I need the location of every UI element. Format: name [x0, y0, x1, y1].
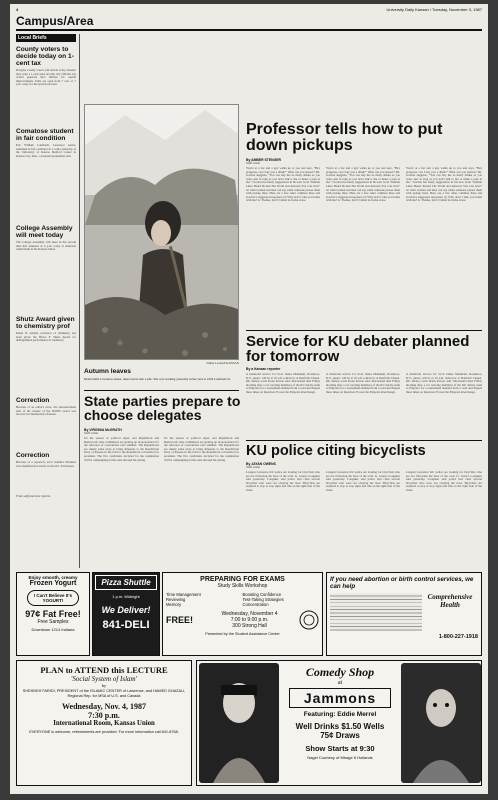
- lead-body-col-1: You're at a bar and a guy walks up to you and says, "Hey gorgeous, can I buy you a drink?" What can you answer? Mr. Gordon suggests, "You can buy me as many drinks as you want, just as long as you don't talk to me or make a pass at me." Gordon has many suggestions in his new book "Infinite Lines Heard 'Round The World and Answers You Can Give" on what women and men can say when someone passes them with pickup lines. Here are a few other common lines and Gordon's suggested responses: Q: Why don't I take you home with me? A: Thanks, but I'd rather be home alone.: [246, 167, 320, 203]
- lecture-date: Wednesday, Nov. 4, 1987: [61, 702, 146, 712]
- brief-title: County voters to decide today on 1-cent tax: [16, 46, 74, 67]
- exams-title: PREPARING FOR EXAMS: [200, 576, 285, 583]
- photo-caption-title: Autumn leaves: [84, 368, 131, 375]
- photo-credit: Janine Leonard/KANSAN: [206, 361, 239, 365]
- section-title: Campus/Area: [16, 14, 94, 28]
- lecture-footer: EVERYONE is welcome, refreshments are provided. For more information call 841-8768.: [29, 730, 179, 735]
- comedy-shop-ad: [196, 660, 482, 786]
- running-head: University Daily Kansan / Tuesday, November 3, 1987: [386, 7, 482, 12]
- cycling-body-col-1: Longest Lawrence KU police are looking for bicyclists who are not following the laws of the road. Lt. Jessica Longaker said yesterday. Longaker said police had cited several bicyclists who were not obeying the laws. Bicyclists are required to stop at stop signs and ride on the right side of the street.: [246, 471, 320, 492]
- brief-item: [16, 128, 76, 220]
- lecture-time: 7:30 p.m.: [88, 711, 120, 721]
- exams-topic: Time Management: [166, 592, 201, 597]
- brief-title: College Assembly will meet today: [16, 225, 73, 239]
- yogurt-address: Downtown 1214 Indiana: [31, 627, 75, 632]
- abortion-text-block: [330, 593, 422, 631]
- service-body-col-1: A memorial service for Scott James Markham, Rossmoor, N.Y., junior, will be at 10 a.m. tomorrow at Danforth Chapel. KU debate coach Donn Parson said. Macdonald died Friday morning after a car carrying members of the KU debate team to Emporia for a tournament skidded from a road and flipped three times on Interstate 35 near the Emporia interchange.: [246, 373, 320, 394]
- comedy-drinks: Well Drinks $1.50 Wells: [295, 722, 385, 731]
- lecture-line2: 'Social System of Islam': [70, 675, 138, 683]
- exams-free: FREE!: [166, 615, 193, 625]
- exams-when-block: [200, 611, 299, 629]
- exams-topic: Test-Taking Strategies: [242, 597, 284, 602]
- pizza-phone: 841-DELI: [102, 619, 150, 631]
- pizza-line: We Deliver!: [101, 605, 151, 615]
- comedy-at: at: [337, 680, 343, 686]
- lecture-place: International Room, Kansas Union: [53, 720, 155, 728]
- yogurt-line1: Enjoy smooth, creamy: [28, 575, 78, 580]
- lecture-line1: PLAN to ATTEND this LECTURE: [40, 665, 168, 675]
- cycling-byline: By JAYAN OWENS: [246, 462, 276, 466]
- exams-workshop-ad: [162, 572, 323, 656]
- exams-when: Wednesday, November 4: [221, 611, 278, 617]
- comedian-photo-left: [199, 663, 279, 783]
- brief-title: Shutz Award given to chemistry prof: [16, 316, 75, 330]
- newspaper-page: [10, 4, 488, 794]
- comedian-photo-right: [401, 663, 481, 783]
- pizza-brand: Pizza Shuttle: [95, 575, 157, 590]
- islam-lecture-ad: [16, 660, 192, 786]
- exams-topics-right: [243, 592, 320, 607]
- photo-image: [85, 105, 239, 360]
- comedy-draws: 75¢ Draws: [320, 731, 360, 740]
- abortion-services-ad: [326, 572, 482, 656]
- comedy-address: Nagel Courtesy of Mirage 6 Hollands: [307, 755, 373, 760]
- abortion-headline: If you need abortion or birth control services, we can help: [330, 576, 474, 590]
- parties-byline-role: Staff writer: [84, 431, 99, 435]
- lecture-speakers: SHEHDEH FARIDI, PRESIDENT of the ISLAMIC CENTER of Lawrence, and HAMED GHAZALI, Regional Rep. for MSA of U.S. and Canada: [22, 689, 186, 698]
- exams-sponsor: Presented by the Student Assistance Center: [205, 632, 280, 636]
- brief-title: Comatose student in fair condition: [16, 128, 74, 142]
- local-briefs-column: [16, 34, 76, 568]
- abortion-logo: Comprehensive Health: [427, 593, 473, 609]
- parties-rule: [84, 390, 239, 391]
- frozen-yogurt-ad: [16, 572, 90, 656]
- exams-time: 7:00 to 9:00 p.m.: [230, 617, 269, 623]
- cycling-byline-role: Staff writer: [246, 465, 261, 469]
- yogurt-logo: I Can't Believe It's YOGURT!: [27, 590, 79, 606]
- lead-headline: Professor tells how to put down pickups: [246, 121, 443, 155]
- brief-body: Because of a reporter's error Jennifer Hawkins was identified incorrectly in the Oct. 30 Kansan.: [16, 461, 76, 468]
- comedy-brand: Jammons: [289, 688, 391, 708]
- brief-item: [16, 452, 76, 491]
- exams-topics-left: [166, 592, 243, 607]
- brief-body: Ralph N. Adams, professor of chemistry, has been given the Bruce F. Shutz Award for distinguished performance in chemistry.: [16, 332, 76, 343]
- parties-body-col-1: It's the season of political rapes, and Republican and Democratic state committees are gearing up in preparation for the selection of conventions next summer. The Republicans are taking some steps to bring delegates to the Republican Party of Kansas in the fall for the Republican convention for president. The five candidates declared for the nomination will be campaigning in the state through the spring.: [84, 437, 159, 462]
- brief-item: [16, 46, 76, 123]
- cycling-body-col-3: Longest Lawrence KU police are looking for bicyclists who are not following the laws of the road. Lt. Jessica Longaker said yesterday. Longaker said police had cited several bicyclists who were not obeying the laws. Bicyclists are required to stop at stop signs and ride on the right side of the street.: [406, 471, 482, 492]
- comedian-figure: [401, 663, 481, 783]
- page-number: 4: [16, 7, 19, 12]
- brief-body: Because of an editor's error, the announcement date of the winner of the NOMS award was incorrect in Wednesday's Kansan.: [16, 406, 76, 417]
- lecture-line3: by: [101, 683, 107, 688]
- service-body-col-2: A memorial service for Scott James Markham, Rossmoor, N.Y., junior, will be at 10 a.m. tomorrow at Danforth Chapel. KU debate coach Donn Parson said. Macdonald died Friday morning after a car carrying members of the KU debate team to Emporia for a tournament skidded from a road and flipped three times on Interstate 35 near the Emporia interchange.: [326, 373, 400, 394]
- service-body-col-3: A memorial service for Scott James Markham, Rossmoor, N.Y., junior, will be at 10 a.m. tomorrow at Danforth Chapel. KU debate coach Donn Parson said. Macdonald died Friday morning after a car carrying members of the KU debate team to Emporia for a tournament skidded from a road and flipped three times on Interstate 35 near the Emporia interchange.: [406, 373, 482, 394]
- column-divider: [79, 34, 80, 568]
- brief-item: [16, 397, 76, 448]
- comedy-text-block: [281, 665, 399, 760]
- brief-title: Correction: [16, 452, 50, 459]
- parties-byline: By VIRGINIA McGRATH: [84, 428, 122, 432]
- yogurt-line2: Frozen Yogurt: [29, 580, 77, 587]
- comedian-figure: [199, 663, 279, 783]
- service-byline: By a Kansan reporter: [246, 367, 281, 371]
- yogurt-sub: Free Samples: [37, 619, 69, 625]
- lead-body-col-3: You're at a bar and a guy walks up to you and says, "Hey gorgeous, can I buy you a drink?" What can you answer? Mr. Gordon suggests, "You can buy me as many drinks as you want, just as long as you don't talk to me or make a pass at me." Gordon has many suggestions in his new book "Infinite Lines Heard 'Round The World and Answers You Can Give" on what women and men can say when someone passes them with pickup lines. Here are a few other common lines and Gordon's suggested responses: Q: Why don't I take you home with me? A: Thanks, but I'd rather be home alone.: [406, 167, 482, 203]
- exams-subtitle: Study Skills Workshop: [217, 583, 268, 589]
- brief-body: Eric William Lombardi, Lawrence senior, remained in fair condition in a coma yesterday at the University of Kansas Medical Center in Kansas City, Kan., a hospital spokesman said.: [16, 144, 76, 158]
- pizza-shuttle-ad: [92, 572, 160, 656]
- brief-item: [16, 316, 76, 392]
- brief-item: [16, 225, 76, 311]
- exams-topic: Concentration: [242, 602, 269, 607]
- cycling-body-col-2: Longest Lawrence KU police are looking for bicyclists who are not following the laws of the road. Lt. Jessica Longaker said yesterday. Longaker said police had cited several bicyclists who were not obeying the laws. Bicyclists are required to stop at stop signs and ride on the right side of the street.: [326, 471, 400, 492]
- seal-icon: [299, 610, 319, 630]
- exams-topic: Memory: [166, 602, 182, 607]
- service-headline: Service for KU debater planned for tomorrow: [246, 333, 470, 366]
- pizza-hours: 1 p.m. Midnight: [112, 594, 140, 599]
- lead-byline-role: Staff writer: [246, 161, 261, 165]
- service-rule: [246, 440, 482, 441]
- abortion-body: [330, 593, 478, 631]
- comedy-title: Comedy Shop: [305, 665, 375, 679]
- exams-details: [166, 610, 319, 630]
- exams-topic: Reviewing: [166, 597, 186, 602]
- photo-caption: Diana Dahl, Lawrence senior, rakes leaves into a pile. She was working yesterday in her yard at 2204 Louisiana St.: [84, 378, 231, 381]
- exams-place: 300 Strong Hall: [232, 623, 267, 629]
- lead-byline: By AMBER STENGER: [246, 158, 281, 162]
- lead-rule: [246, 330, 482, 331]
- masthead-rule: [16, 29, 482, 31]
- brief-title: Correction: [16, 397, 50, 404]
- exams-topics: [166, 592, 319, 607]
- local-briefs-header: Local Briefs: [16, 34, 76, 42]
- yogurt-offer: 97¢ Fat Free!: [25, 609, 81, 619]
- cycling-headline: KU police citing bicyclists: [246, 443, 426, 459]
- comedy-show: Show Starts at 9:30: [305, 744, 375, 753]
- brief-body: Douglas County voters will decide today whether they want a 1-cent sales tax that city officials say would generate $4.2 million for capital improvements. Polls are open from 7 a.m. to 7 p.m. today for the special election.: [16, 69, 76, 87]
- autumn-leaves-photo: [84, 104, 239, 360]
- brief-body: The College Assembly will meet in the second time this semester at 4 p.m. today at Alderson Auditorium in the Kansas Union.: [16, 241, 76, 252]
- parties-headline: State parties prepare to choose delegates: [84, 393, 241, 424]
- abortion-phone: 1-800-227-1918: [438, 634, 478, 640]
- comedy-featuring: Featuring: Eddie Merrel: [303, 711, 377, 718]
- parties-body-col-2: It's the season of political rapes, and Republican and Democratic state committees are gearing up in preparation for the selection of conventions next summer. The Republicans are taking some steps to bring delegates to the Republican Party of Kansas in the fall for the Republican convention for president. The five candidates declared for the nomination will be campaigning in the state through the spring.: [164, 437, 239, 462]
- exams-topic: Boosting Confidence: [242, 592, 282, 597]
- briefs-footer: From staff and wire reports.: [16, 494, 51, 498]
- lead-body-col-2: You're at a bar and a guy walks up to you and says, "Hey gorgeous, can I buy you a drink?" What can you answer? Mr. Gordon suggests, "You can buy me as many drinks as you want, just as long as you don't talk to me or make a pass at me." Gordon has many suggestions in his new book "Infinite Lines Heard 'Round The World and Answers You Can Give" on what women and men can say when someone passes them with pickup lines. Here are a few other common lines and Gordon's suggested responses: Q: Why don't I take you home with me? A: Thanks, but I'd rather be home alone.: [326, 167, 400, 203]
